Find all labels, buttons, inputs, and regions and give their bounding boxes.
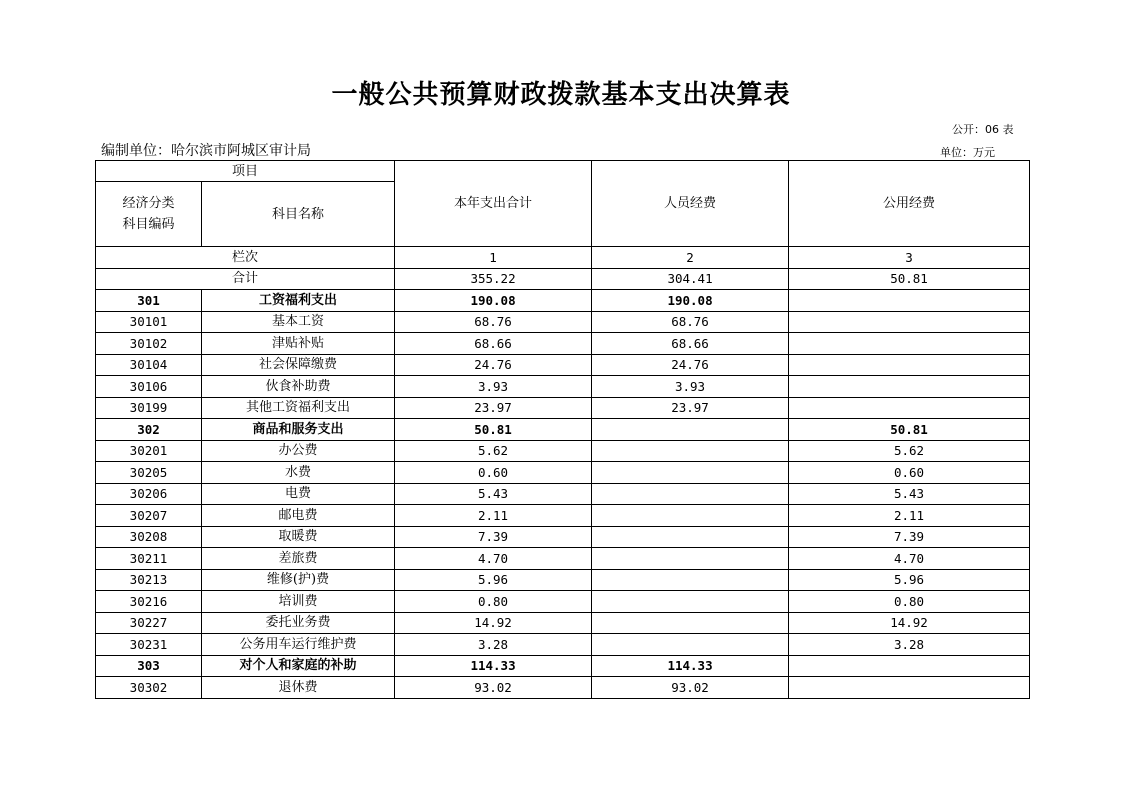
row-code: 30231: [96, 634, 202, 656]
row-total: 23.97: [395, 397, 592, 419]
row-personnel: [592, 483, 789, 505]
row-subject-name: 津贴补贴: [202, 333, 395, 355]
row-total: 14.92: [395, 612, 592, 634]
row-total: 93.02: [395, 677, 592, 699]
row-total: 24.76: [395, 354, 592, 376]
row-public: [789, 354, 1030, 376]
header-total: 本年支出合计: [395, 161, 592, 247]
table-row: [96, 591, 1030, 613]
row-subject-name: 办公费: [202, 440, 395, 462]
row-public: 0.80: [789, 591, 1030, 613]
row-personnel: [592, 419, 789, 441]
header-public: 公用经费: [789, 161, 1030, 247]
row-total: 0.80: [395, 591, 592, 613]
row-code: 30213: [96, 569, 202, 591]
row-subject-name: 退休费: [202, 677, 395, 699]
row-personnel: [592, 591, 789, 613]
row-total: 3.93: [395, 376, 592, 398]
row-personnel: [592, 548, 789, 570]
row-code: 30104: [96, 354, 202, 376]
row-personnel: [592, 505, 789, 527]
row-public: 7.39: [789, 526, 1030, 548]
row-code: 30211: [96, 548, 202, 570]
row-public: 5.62: [789, 440, 1030, 462]
table-row: [96, 397, 1030, 419]
table-row: [96, 634, 1030, 656]
row-public: 5.43: [789, 483, 1030, 505]
row-total: 2.11: [395, 505, 592, 527]
summary-row: [96, 268, 1030, 290]
row-subject-name: 委托业务费: [202, 612, 395, 634]
row-subject-name: 商品和服务支出: [202, 419, 395, 441]
row-public: [789, 311, 1030, 333]
row-subject-name: 邮电费: [202, 505, 395, 527]
row-subject-name: 基本工资: [202, 311, 395, 333]
row-subject-name: 对个人和家庭的补助: [202, 655, 395, 677]
page-title: 一般公共预算财政拨款基本支出决算表: [331, 80, 791, 110]
row-code: 30101: [96, 311, 202, 333]
table-row: [96, 677, 1030, 699]
row-personnel: [592, 462, 789, 484]
row-total: 7.39: [395, 526, 592, 548]
row-total: 68.66: [395, 333, 592, 355]
row-personnel: 190.08: [592, 290, 789, 312]
row-total: 0.60: [395, 462, 592, 484]
row-personnel: 24.76: [592, 354, 789, 376]
table-row: [96, 548, 1030, 570]
row-total: 190.08: [395, 290, 592, 312]
row-public: 3.28: [789, 634, 1030, 656]
compiling-unit: 编制单位：哈尔滨市阿城区审计局: [101, 143, 311, 159]
row-subject-name: 伙食补助费: [202, 376, 395, 398]
row-personnel: 68.66: [592, 333, 789, 355]
row-subject-name: 差旅费: [202, 548, 395, 570]
row-total: 3.28: [395, 634, 592, 656]
column-order-label: 栏次: [96, 247, 395, 269]
row-code: 30207: [96, 505, 202, 527]
header-item: 项目: [96, 161, 395, 182]
table-row: [96, 462, 1030, 484]
summary-total: 355.22: [395, 268, 592, 290]
row-public: 50.81: [789, 419, 1030, 441]
column-order-2: 2: [592, 247, 789, 269]
table-row: [96, 376, 1030, 398]
row-personnel: [592, 526, 789, 548]
row-total: 114.33: [395, 655, 592, 677]
row-total: 5.96: [395, 569, 592, 591]
row-code: 30201: [96, 440, 202, 462]
table-row: [96, 612, 1030, 634]
row-public: [789, 333, 1030, 355]
header-row-1: [96, 161, 1030, 182]
table-row: [96, 569, 1030, 591]
row-code: 30227: [96, 612, 202, 634]
row-total: 4.70: [395, 548, 592, 570]
form-code: 公开：06 表: [952, 123, 1014, 136]
header-econ-class: [96, 182, 202, 247]
header-personnel: 人员经费: [592, 161, 789, 247]
row-public: [789, 376, 1030, 398]
row-subject-name: 工资福利支出: [202, 290, 395, 312]
table-row: [96, 440, 1030, 462]
row-personnel: [592, 440, 789, 462]
row-public: 5.96: [789, 569, 1030, 591]
row-code: 30199: [96, 397, 202, 419]
currency-unit: 单位：万元: [940, 146, 995, 159]
row-code: 30205: [96, 462, 202, 484]
row-subject-name: 培训费: [202, 591, 395, 613]
row-public: [789, 397, 1030, 419]
table-row: [96, 505, 1030, 527]
row-personnel: 3.93: [592, 376, 789, 398]
table-row: [96, 483, 1030, 505]
row-code: 30208: [96, 526, 202, 548]
header-econ-class-line2: 科目编码: [122, 217, 175, 232]
row-total: 5.62: [395, 440, 592, 462]
row-total: 68.76: [395, 311, 592, 333]
summary-label: 合计: [96, 268, 395, 290]
row-public: 4.70: [789, 548, 1030, 570]
header-subject-name: 科目名称: [202, 182, 395, 247]
row-personnel: [592, 634, 789, 656]
row-code: 301: [96, 290, 202, 312]
column-order-3: 3: [789, 247, 1030, 269]
row-personnel: 23.97: [592, 397, 789, 419]
row-code: 302: [96, 419, 202, 441]
row-subject-name: 取暖费: [202, 526, 395, 548]
column-order-row: [96, 247, 1030, 269]
row-subject-name: 其他工资福利支出: [202, 397, 395, 419]
table-row: [96, 311, 1030, 333]
column-order-1: 1: [395, 247, 592, 269]
row-total: 5.43: [395, 483, 592, 505]
row-public: 2.11: [789, 505, 1030, 527]
table-row: [96, 419, 1030, 441]
table-row: [96, 354, 1030, 376]
table-row: [96, 290, 1030, 312]
row-subject-name: 电费: [202, 483, 395, 505]
row-code: 30106: [96, 376, 202, 398]
row-public: 14.92: [789, 612, 1030, 634]
row-code: 303: [96, 655, 202, 677]
row-subject-name: 公务用车运行维护费: [202, 634, 395, 656]
row-code: 30302: [96, 677, 202, 699]
row-code: 30102: [96, 333, 202, 355]
row-subject-name: 社会保障缴费: [202, 354, 395, 376]
table-row: [96, 526, 1030, 548]
row-public: [789, 655, 1030, 677]
row-personnel: 114.33: [592, 655, 789, 677]
row-personnel: 68.76: [592, 311, 789, 333]
summary-personnel: 304.41: [592, 268, 789, 290]
row-public: [789, 677, 1030, 699]
budget-table: [95, 160, 1030, 699]
row-personnel: [592, 569, 789, 591]
header-econ-class-line1: 经济分类: [122, 196, 175, 211]
row-subject-name: 水费: [202, 462, 395, 484]
row-public: [789, 290, 1030, 312]
row-public: 0.60: [789, 462, 1030, 484]
table-row: [96, 655, 1030, 677]
row-total: 50.81: [395, 419, 592, 441]
row-code: 30216: [96, 591, 202, 613]
row-code: 30206: [96, 483, 202, 505]
row-personnel: [592, 612, 789, 634]
row-personnel: 93.02: [592, 677, 789, 699]
table-row: [96, 333, 1030, 355]
row-subject-name: 维修(护)费: [202, 569, 395, 591]
summary-public: 50.81: [789, 268, 1030, 290]
